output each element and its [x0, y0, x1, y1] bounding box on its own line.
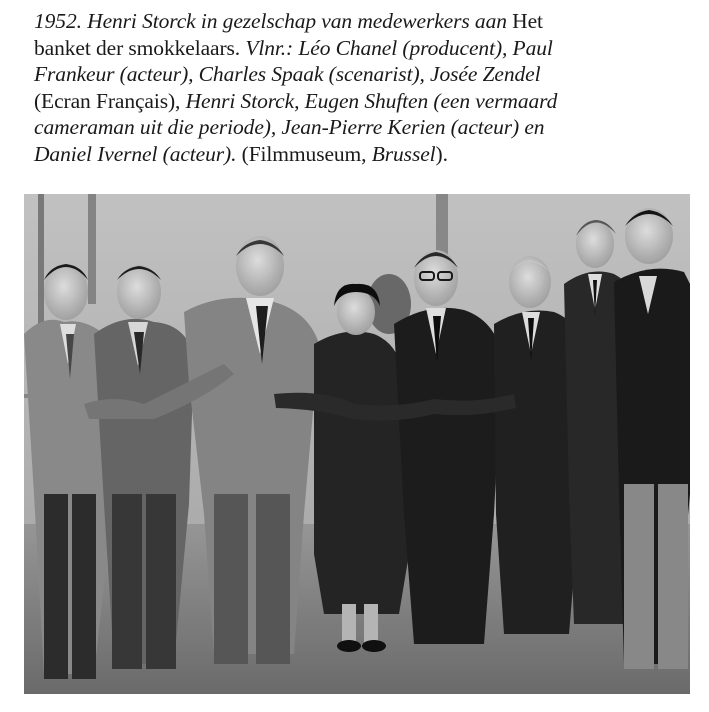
caption-text: Het [512, 9, 543, 33]
caption-text: ). [435, 141, 448, 166]
caption-line-1 [34, 8, 704, 35]
caption-text: (Ecran Français), [34, 88, 186, 113]
caption-line-4 [34, 88, 704, 115]
photo-illustration [24, 194, 690, 694]
photo-caption [34, 8, 704, 167]
caption-text: Henri Storck, Eugen Shuften (een vermaard [185, 88, 558, 113]
caption-text: Vlnr.: Léo Chanel (producent), Paul [245, 35, 553, 60]
caption-text: cameraman uit die periode), Jean-Pierre Kerien (acteur) en [34, 115, 545, 139]
caption-text: Frankeur (acteur), Charles Spaak (scenarist), Josée Zendel [34, 62, 541, 86]
caption-line-6 [34, 141, 704, 168]
group-photograph [24, 194, 690, 694]
photo-grain [24, 194, 690, 694]
caption-line-3 [34, 61, 704, 88]
caption-text: banket der smokkelaars. [34, 35, 246, 60]
caption-line-2 [34, 35, 704, 62]
caption-text: Daniel Ivernel (acteur). [34, 141, 242, 166]
caption-text: Brussel [371, 141, 436, 166]
caption-line-5 [34, 114, 704, 141]
caption-text: (Filmmuseum, [241, 141, 372, 166]
caption-text: 1952. Henri Storck in gezelschap van medewerkers aan [34, 9, 513, 33]
